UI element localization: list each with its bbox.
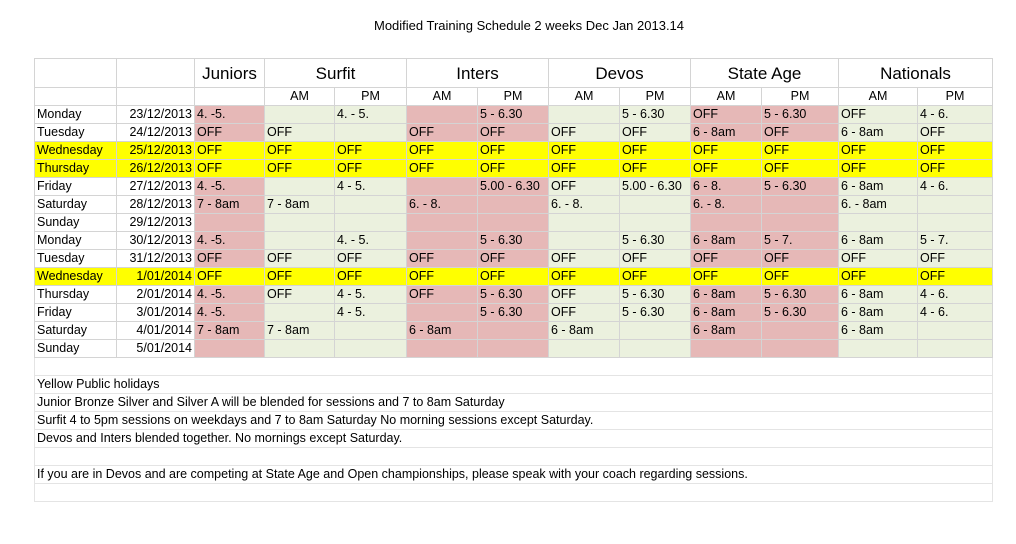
session-cell: 4 - 6. <box>918 286 993 304</box>
note-text: Devos and Inters blended together. No mornings except Saturday. <box>35 430 993 448</box>
session-cell: OFF <box>195 142 265 160</box>
table-row <box>35 214 993 232</box>
table-row <box>35 232 993 250</box>
session-cell: 4 - 5. <box>335 286 407 304</box>
note-row <box>35 430 993 448</box>
session-cell: OFF <box>549 286 620 304</box>
session-cell: OFF <box>407 268 478 286</box>
session-cell <box>478 340 549 358</box>
group-header-nationals: Nationals <box>839 59 993 88</box>
day-cell: Thursday <box>35 286 117 304</box>
session-cell: OFF <box>478 250 549 268</box>
session-cell: 4 - 5. <box>335 178 407 196</box>
session-cell: OFF <box>265 286 335 304</box>
session-cell: OFF <box>839 160 918 178</box>
session-cell: OFF <box>620 250 691 268</box>
session-cell: OFF <box>335 160 407 178</box>
day-cell: Wednesday <box>35 142 117 160</box>
note-text: Surfit 4 to 5pm sessions on weekdays and 7 to 8am Saturday No morning sessions except Saturday. <box>35 412 993 430</box>
table-row <box>35 322 993 340</box>
subheader-blank <box>195 88 265 106</box>
session-cell: OFF <box>265 250 335 268</box>
session-cell: OFF <box>407 124 478 142</box>
session-cell: OFF <box>620 268 691 286</box>
session-cell: OFF <box>762 250 839 268</box>
table-row <box>35 286 993 304</box>
session-cell: 5 - 6.30 <box>620 304 691 322</box>
subheader-am: AM <box>265 88 335 106</box>
date-cell: 4/01/2014 <box>117 322 195 340</box>
session-cell <box>265 214 335 232</box>
session-cell: 6. - 8. <box>549 196 620 214</box>
session-cell <box>839 340 918 358</box>
session-cell: 6 - 8am <box>549 322 620 340</box>
group-header-juniors: Juniors <box>195 59 265 88</box>
session-cell: 4. -5. <box>195 106 265 124</box>
session-cell <box>918 322 993 340</box>
blank-cell <box>35 88 117 106</box>
note-row <box>35 484 993 502</box>
session-cell: 5 - 6.30 <box>620 286 691 304</box>
session-cell: OFF <box>407 160 478 178</box>
day-cell: Tuesday <box>35 250 117 268</box>
session-cell: OFF <box>620 160 691 178</box>
session-cell <box>478 214 549 232</box>
session-cell <box>918 214 993 232</box>
session-cell: 5 - 7. <box>918 232 993 250</box>
day-cell: Friday <box>35 178 117 196</box>
note-row <box>35 394 993 412</box>
session-cell: OFF <box>335 268 407 286</box>
session-cell: OFF <box>195 268 265 286</box>
day-cell: Monday <box>35 106 117 124</box>
session-cell: OFF <box>265 268 335 286</box>
session-cell: OFF <box>407 286 478 304</box>
session-cell <box>407 340 478 358</box>
session-cell <box>620 340 691 358</box>
table-row <box>35 178 993 196</box>
session-cell: 7 - 8am <box>265 196 335 214</box>
table-row <box>35 268 993 286</box>
table-row <box>35 250 993 268</box>
session-cell: OFF <box>762 124 839 142</box>
day-cell: Thursday <box>35 160 117 178</box>
session-cell: 5 - 6.30 <box>478 286 549 304</box>
page-title: Modified Training Schedule 2 weeks Dec Jan 2013.14 <box>373 18 685 33</box>
session-cell <box>918 340 993 358</box>
subheader-am: AM <box>549 88 620 106</box>
session-cell <box>265 232 335 250</box>
session-cell: 4. - 5. <box>335 106 407 124</box>
session-cell: OFF <box>265 160 335 178</box>
subheader-row <box>35 88 993 106</box>
group-header-devos: Devos <box>549 59 691 88</box>
session-cell: 6 - 8. <box>691 178 762 196</box>
session-cell <box>195 214 265 232</box>
subheader-pm: PM <box>620 88 691 106</box>
session-cell: OFF <box>762 160 839 178</box>
note-row <box>35 448 993 466</box>
note-text <box>35 448 993 466</box>
session-cell: 6. - 8. <box>691 196 762 214</box>
session-cell <box>265 340 335 358</box>
session-cell <box>549 106 620 124</box>
date-cell: 30/12/2013 <box>117 232 195 250</box>
session-cell: 7 - 8am <box>195 322 265 340</box>
blank-cell <box>35 59 117 88</box>
session-cell <box>620 214 691 232</box>
subheader-pm: PM <box>335 88 407 106</box>
subheader-am: AM <box>407 88 478 106</box>
session-cell: OFF <box>762 142 839 160</box>
subheader-am: AM <box>691 88 762 106</box>
session-cell <box>762 196 839 214</box>
session-cell: 5 - 7. <box>762 232 839 250</box>
date-cell: 27/12/2013 <box>117 178 195 196</box>
session-cell <box>335 340 407 358</box>
session-cell <box>549 214 620 232</box>
session-cell: OFF <box>549 268 620 286</box>
session-cell: 7 - 8am <box>195 196 265 214</box>
session-cell: OFF <box>549 250 620 268</box>
session-cell <box>549 232 620 250</box>
group-header-inters: Inters <box>407 59 549 88</box>
day-cell: Tuesday <box>35 124 117 142</box>
table-row <box>35 340 993 358</box>
session-cell <box>549 340 620 358</box>
date-cell: 1/01/2014 <box>117 268 195 286</box>
session-cell <box>265 304 335 322</box>
subheader-pm: PM <box>478 88 549 106</box>
date-cell: 24/12/2013 <box>117 124 195 142</box>
note-text: If you are in Devos and are competing at State Age and Open championships, please speak with your coach regarding sessions. <box>35 466 993 484</box>
session-cell: 5 - 6.30 <box>478 106 549 124</box>
session-cell: 5 - 6.30 <box>762 106 839 124</box>
session-cell: 4 - 5. <box>335 304 407 322</box>
session-cell: OFF <box>478 268 549 286</box>
session-cell: 6 - 8am <box>839 178 918 196</box>
session-cell: OFF <box>335 142 407 160</box>
session-cell: OFF <box>549 178 620 196</box>
session-cell: OFF <box>478 124 549 142</box>
session-cell: 5 - 6.30 <box>478 232 549 250</box>
date-cell: 29/12/2013 <box>117 214 195 232</box>
session-cell: 6 - 8am <box>691 304 762 322</box>
session-cell: OFF <box>691 160 762 178</box>
session-cell <box>918 196 993 214</box>
session-cell: 4. - 5. <box>335 232 407 250</box>
table-row <box>35 304 993 322</box>
note-row <box>35 376 993 394</box>
note-text: Junior Bronze Silver and Silver A will be blended for sessions and 7 to 8am Saturday <box>35 394 993 412</box>
session-cell <box>762 322 839 340</box>
session-cell: OFF <box>839 250 918 268</box>
session-cell: 7 - 8am <box>265 322 335 340</box>
session-cell <box>691 214 762 232</box>
session-cell: OFF <box>620 142 691 160</box>
day-cell: Sunday <box>35 340 117 358</box>
session-cell: OFF <box>549 124 620 142</box>
session-cell: 4 - 6. <box>918 106 993 124</box>
schedule-table <box>34 58 993 502</box>
day-cell: Saturday <box>35 196 117 214</box>
session-cell: OFF <box>691 250 762 268</box>
blank-cell <box>117 59 195 88</box>
session-cell <box>335 322 407 340</box>
session-cell: 4. -5. <box>195 178 265 196</box>
session-cell <box>691 340 762 358</box>
subheader-am: AM <box>839 88 918 106</box>
session-cell: OFF <box>478 142 549 160</box>
session-cell: OFF <box>691 106 762 124</box>
session-cell <box>195 340 265 358</box>
date-cell: 26/12/2013 <box>117 160 195 178</box>
day-cell: Monday <box>35 232 117 250</box>
session-cell: 4. -5. <box>195 232 265 250</box>
notes-section <box>35 358 993 502</box>
session-cell: OFF <box>478 160 549 178</box>
session-cell: OFF <box>691 268 762 286</box>
session-cell: OFF <box>918 250 993 268</box>
session-cell: OFF <box>265 124 335 142</box>
session-cell <box>407 178 478 196</box>
session-cell: 6 - 8am <box>691 286 762 304</box>
session-cell: 4 - 6. <box>918 304 993 322</box>
session-cell: 5 - 6.30 <box>478 304 549 322</box>
session-cell: OFF <box>691 142 762 160</box>
session-cell: OFF <box>918 160 993 178</box>
session-cell <box>620 322 691 340</box>
session-cell: 5 - 6.30 <box>620 232 691 250</box>
session-cell: OFF <box>335 250 407 268</box>
table-row <box>35 124 993 142</box>
table-row <box>35 106 993 124</box>
subheader-pm: PM <box>918 88 993 106</box>
session-cell: OFF <box>407 250 478 268</box>
session-cell <box>762 340 839 358</box>
session-cell: 6 - 8am <box>839 286 918 304</box>
session-cell: 6 - 8am <box>407 322 478 340</box>
date-cell: 31/12/2013 <box>117 250 195 268</box>
session-cell <box>762 214 839 232</box>
session-cell: 5.00 - 6.30 <box>620 178 691 196</box>
session-cell: 6 - 8am <box>839 322 918 340</box>
session-cell <box>265 178 335 196</box>
session-cell <box>478 196 549 214</box>
session-cell: OFF <box>918 268 993 286</box>
session-cell: OFF <box>195 160 265 178</box>
schedule-body <box>35 106 993 358</box>
session-cell: 6 - 8am <box>839 304 918 322</box>
session-cell <box>478 322 549 340</box>
session-cell: 5 - 6.30 <box>762 286 839 304</box>
note-row <box>35 412 993 430</box>
session-cell: 4. -5. <box>195 286 265 304</box>
session-cell: 6 - 8am <box>691 232 762 250</box>
session-cell <box>335 214 407 232</box>
session-cell: OFF <box>839 106 918 124</box>
blank-cell <box>117 88 195 106</box>
table-row <box>35 160 993 178</box>
session-cell: 5 - 6.30 <box>620 106 691 124</box>
session-cell: 4. -5. <box>195 304 265 322</box>
session-cell <box>265 106 335 124</box>
session-cell: 5 - 6.30 <box>762 304 839 322</box>
note-row <box>35 466 993 484</box>
session-cell: OFF <box>918 124 993 142</box>
table-row <box>35 196 993 214</box>
date-cell: 5/01/2014 <box>117 340 195 358</box>
session-cell: 5.00 - 6.30 <box>478 178 549 196</box>
session-cell <box>407 232 478 250</box>
session-cell <box>620 196 691 214</box>
table-row <box>35 142 993 160</box>
session-cell <box>335 124 407 142</box>
day-cell: Saturday <box>35 322 117 340</box>
session-cell: OFF <box>839 268 918 286</box>
session-cell: OFF <box>549 160 620 178</box>
subheader-pm: PM <box>762 88 839 106</box>
date-cell: 3/01/2014 <box>117 304 195 322</box>
note-row <box>35 358 993 376</box>
group-header-surfit: Surfit <box>265 59 407 88</box>
date-cell: 28/12/2013 <box>117 196 195 214</box>
session-cell: 6 - 8am <box>691 124 762 142</box>
day-cell: Friday <box>35 304 117 322</box>
session-cell: 6 - 8am <box>839 232 918 250</box>
note-text <box>35 358 993 376</box>
session-cell: OFF <box>918 142 993 160</box>
day-cell: Sunday <box>35 214 117 232</box>
session-cell: OFF <box>265 142 335 160</box>
session-cell: OFF <box>549 142 620 160</box>
session-cell: OFF <box>620 124 691 142</box>
session-cell: OFF <box>195 250 265 268</box>
note-text: Yellow Public holidays <box>35 376 993 394</box>
session-cell: OFF <box>195 124 265 142</box>
session-cell: 6 - 8am <box>839 124 918 142</box>
date-cell: 25/12/2013 <box>117 142 195 160</box>
session-cell: 6. - 8am <box>839 196 918 214</box>
session-cell <box>407 304 478 322</box>
date-cell: 2/01/2014 <box>117 286 195 304</box>
session-cell <box>335 196 407 214</box>
session-cell: OFF <box>407 142 478 160</box>
session-cell: 6 - 8am <box>691 322 762 340</box>
session-cell <box>407 214 478 232</box>
date-cell: 23/12/2013 <box>117 106 195 124</box>
session-cell <box>839 214 918 232</box>
day-cell: Wednesday <box>35 268 117 286</box>
session-cell: OFF <box>549 304 620 322</box>
session-cell: OFF <box>762 268 839 286</box>
session-cell: 6. - 8. <box>407 196 478 214</box>
group-header-row <box>35 59 993 88</box>
session-cell <box>407 106 478 124</box>
session-cell: OFF <box>839 142 918 160</box>
note-text <box>35 484 993 502</box>
session-cell: 4 - 6. <box>918 178 993 196</box>
session-cell: 5 - 6.30 <box>762 178 839 196</box>
group-header-state-age: State Age <box>691 59 839 88</box>
